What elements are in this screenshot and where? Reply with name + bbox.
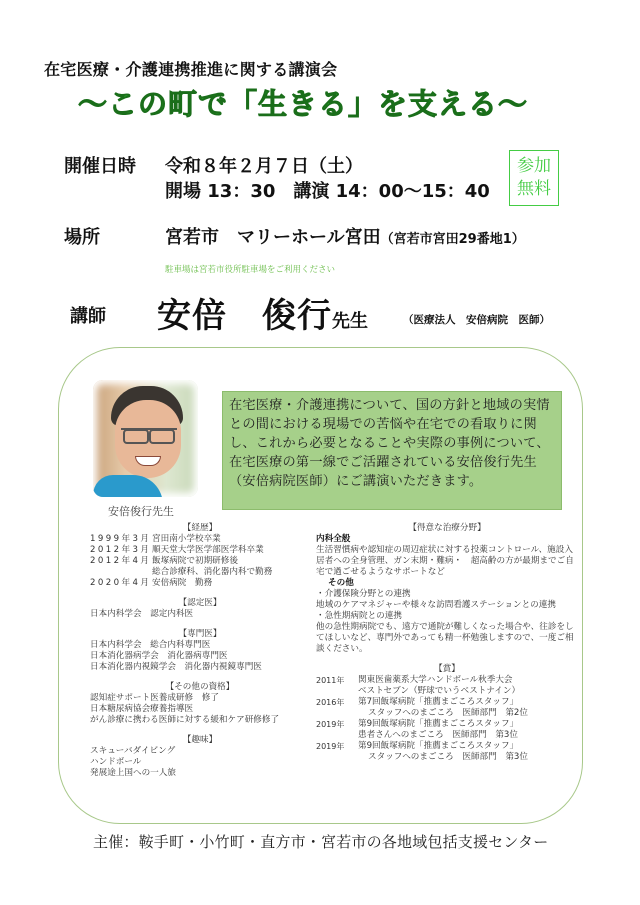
other-qualifications-heading: 【その他の資格】 (165, 682, 235, 692)
career-row: 2020年4月 安倍病院 勤務 (90, 578, 213, 588)
qualification-item: 認知症サポート医養成研修 修了 (90, 693, 219, 703)
event-subtitle: 在宅医療・介護連携推進に関する講演会 (44, 60, 338, 79)
place-label: 場所 (64, 227, 100, 248)
venue-name: 宮若市 マリーホール宮田 (165, 227, 381, 248)
career-heading: 【経歴】 (182, 523, 218, 533)
profile-left-column (90, 523, 310, 779)
hobbies-heading: 【趣味】 (182, 735, 218, 745)
certified-heading: 【認定医】 (178, 598, 222, 608)
place-value (165, 223, 525, 249)
award-row-detail: スタッフへのまごころ 医師部門 第3位 (368, 752, 528, 762)
certified-item: 日本内科学会 認定内科医 (90, 609, 194, 619)
date-label: 開催日時 (64, 156, 136, 177)
intro-text: 在宅医療・介護連携について、国の方針と地域の実情との間における現場での苦悩や在宅での看取りに関し、これから必要となることや実際の事例について、在宅医療の第一線でご活躍されている安倍俊行先生（安倍病院医師）にご講演いただきます。 (229, 398, 550, 489)
free-admission-badge (509, 150, 559, 206)
event-title: ～この町で「生きる」を支える～ (78, 87, 529, 121)
award-row: 2019年 第9回飯塚病院「推薦まごころスタッフ」 (316, 741, 519, 751)
lecturer-affiliation: （医療法人 安倍病院 医師） (403, 314, 550, 326)
lecturer-photo (93, 380, 198, 497)
other-title: その他 (328, 578, 354, 588)
organizer-footer: 主催：鞍手町・小竹町・直方市・宮若市の各地域包括支援センター (93, 833, 549, 851)
specialist-item: 日本内科学会 総合内科専門医 (90, 640, 211, 650)
internal-medicine-text: 生活習慣病や認知症の周辺症状に対する投薬コントロール、施設入居者への全身管理、ガン末期・難病・ 超高齢の方が最期までご自宅で過ごせるようなサポートなど (316, 545, 574, 577)
hobby-item: スキューバダイビング (90, 746, 176, 756)
profile-right-column (316, 523, 578, 763)
parking-note: 駐車場は宮若市役所駐車場をご利用ください (165, 265, 336, 275)
hobby-item: 発展途上国への一人旅 (90, 768, 176, 778)
specialist-item: 日本消化器病学会 消化器病専門医 (90, 651, 228, 661)
award-row: 2016年 第7回飯塚病院「推薦まごころスタッフ」 (316, 697, 519, 707)
career-row: 総合診療科、消化器内科で勤務 (152, 567, 273, 577)
care-insurance-text: 地域のケアマネジャーや様々な訪問看護ステーションとの連携 (316, 600, 556, 610)
career-row: 2012年3月 順天堂大学医学部医学科卒業 (90, 545, 264, 555)
free-badge-line2: 無料 (517, 179, 551, 199)
specialist-item: 日本消化器内視鏡学会 消化器内視鏡専門医 (90, 662, 262, 672)
intro-box (222, 391, 562, 510)
qualification-item: 日本糖尿病協会療養指導医 (90, 704, 194, 714)
qualification-item: がん診療に携わる医師に対する緩和ケア研修修了 (90, 715, 280, 725)
lecturer-name (157, 288, 368, 337)
award-row-detail: ベストセブン（野球でいうベストナイン） (358, 686, 521, 696)
venue-address: （宮若市宮田29番地1） (380, 232, 525, 247)
lecturer-label: 講師 (70, 306, 106, 327)
career-row: 1999年3月 宮田南小学校卒業 (90, 534, 221, 544)
award-row-detail: 患者さんへのまごころ 医師部門 第3位 (358, 730, 518, 740)
awards-heading: 【賞】 (434, 664, 460, 674)
award-row: 2019年 第9回飯塚病院「推薦まごころスタッフ」 (316, 719, 519, 729)
internal-medicine-title: 内科全般 (316, 534, 351, 544)
specialist-heading: 【専門医】 (178, 629, 222, 639)
lecturer-honorific: 先生 (332, 311, 368, 332)
award-row-detail: スタッフへのまごころ 医師部門 第2位 (368, 708, 528, 718)
free-badge-line1: 参加 (517, 156, 551, 176)
lecturer-name-text: 安倍 俊行 (157, 296, 332, 336)
acute-hospital-text: 他の急性期病院でも、遠方で通院が難しくなった場合や、往診をしてほしいなど、専門外であっても精一杯勉強しますので、一度ご相談ください。 (316, 622, 574, 654)
specialty-heading: 【得意な治療分野】 (408, 523, 486, 533)
career-row: 2012年4月 飯塚病院で初期研修後 (90, 556, 238, 566)
acute-hospital-title: ・急性期病院との連携 (316, 611, 402, 621)
time-value: 開場 13：30 講演 14：00～15：40 (165, 181, 490, 202)
care-insurance-title: ・介護保険分野との連携 (316, 589, 411, 599)
award-row: 2011年 関東医歯薬系大学ハンドボール秋季大会 (316, 675, 513, 685)
photo-caption: 安倍俊行先生 (108, 505, 174, 518)
hobby-item: ハンドボール (90, 757, 142, 767)
date-value: 令和８年２月７日（土） (165, 156, 363, 177)
